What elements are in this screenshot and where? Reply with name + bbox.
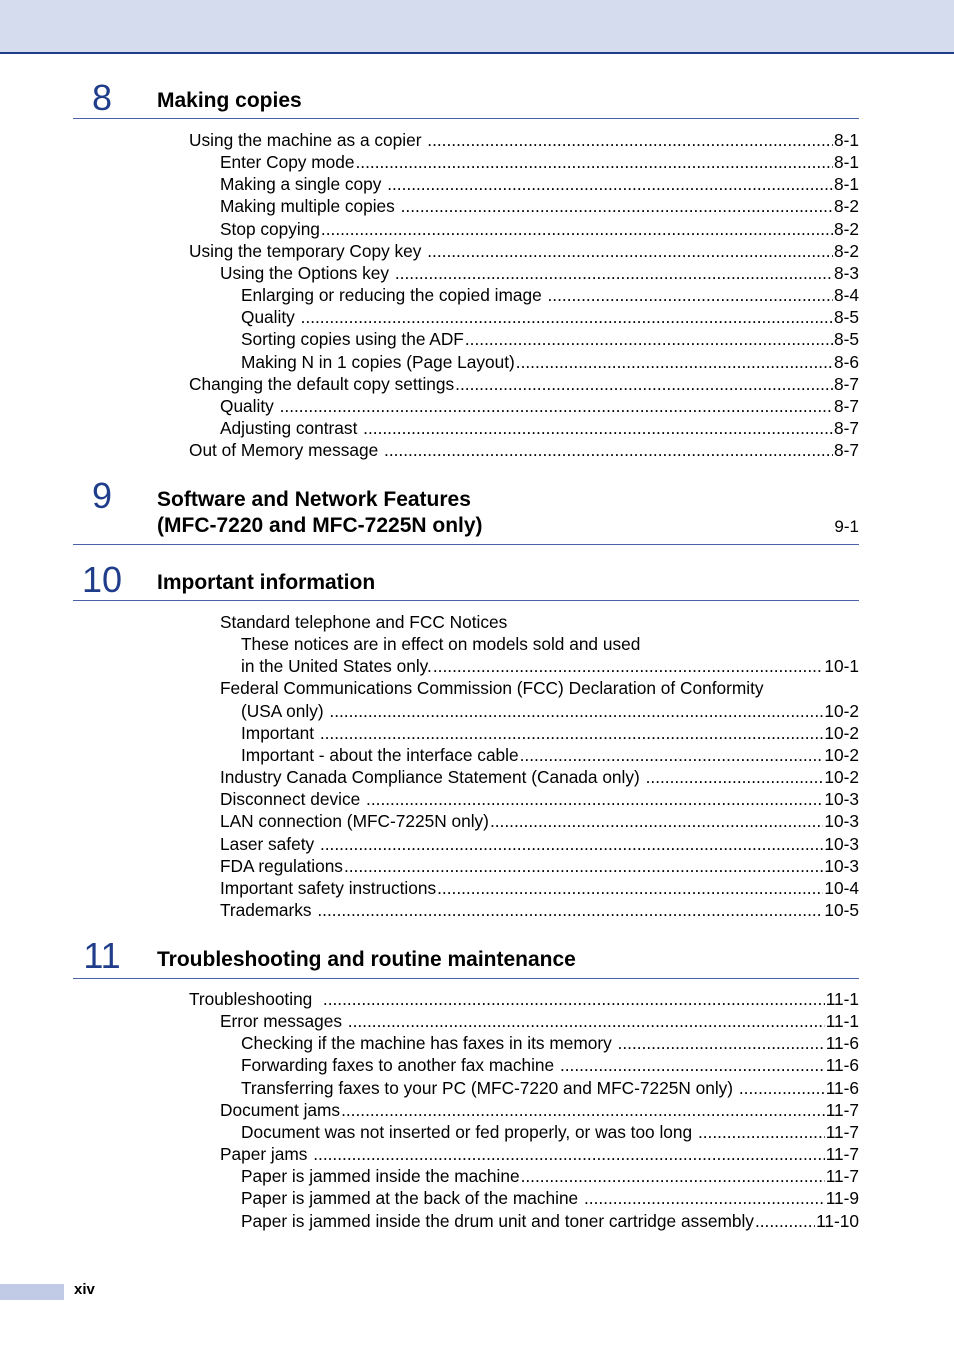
toc-entry-page: 8-7	[834, 418, 859, 438]
page-number: xiv	[74, 1281, 95, 1298]
toc-entry[interactable]	[241, 1165, 859, 1187]
toc-entry-page: 10-2	[824, 701, 859, 721]
dot-leader	[427, 129, 833, 151]
dot-leader	[384, 439, 833, 461]
toc-entry-page: 8-7	[834, 374, 859, 394]
toc-entry[interactable]	[220, 899, 859, 921]
dot-leader	[520, 744, 824, 766]
toc-entry-label: in the United States only.	[241, 656, 432, 676]
toc-entry[interactable]	[220, 788, 859, 810]
toc-entry-page: 8-1	[834, 152, 859, 172]
chapter-divider	[73, 600, 859, 601]
footer-band	[0, 1284, 64, 1300]
dot-leader	[329, 700, 823, 722]
toc-entry-page: 11-9	[825, 1188, 859, 1208]
dot-leader	[437, 877, 823, 899]
dot-leader	[387, 173, 833, 195]
dot-leader	[320, 722, 824, 744]
dot-leader	[465, 328, 833, 350]
toc-entry-page: 11-6	[825, 1033, 859, 1053]
toc-entry[interactable]	[220, 1143, 859, 1165]
toc-entry-label: Troubleshooting	[189, 989, 322, 1009]
toc-entry-page: 10-2	[824, 767, 859, 787]
toc-entry-label: Enlarging or reducing the copied image	[241, 285, 547, 305]
toc-entry[interactable]	[241, 722, 859, 744]
dot-leader	[548, 284, 834, 306]
dot-leader	[301, 306, 833, 328]
toc-entry[interactable]	[241, 306, 859, 328]
chapter-page[interactable]: 9-1	[834, 517, 859, 536]
dot-leader	[313, 1143, 824, 1165]
toc-entry[interactable]	[189, 988, 859, 1010]
dot-leader	[427, 240, 833, 262]
toc-entry-label: Making a single copy	[220, 174, 387, 194]
toc-entry-label: Paper jams	[220, 1144, 313, 1164]
dot-leader	[317, 899, 823, 921]
toc-entry-page: 10-3	[824, 811, 859, 831]
toc-entry[interactable]	[241, 1187, 859, 1209]
toc-entry-label: Industry Canada Compliance Statement (Canada only)	[220, 767, 645, 787]
toc-entry[interactable]	[241, 1054, 859, 1076]
toc-entry-label: Trademarks	[220, 900, 317, 920]
toc-entry-label: Adjusting contrast	[220, 418, 363, 438]
toc-entry[interactable]	[220, 262, 859, 284]
toc-entry-label: Important safety instructions	[220, 878, 437, 898]
dot-leader	[395, 262, 833, 284]
chapter-title[interactable]: Making copies	[157, 89, 302, 112]
toc-entry-page: 11-6	[825, 1055, 859, 1075]
toc-entry-label: Paper is jammed inside the drum unit and toner cartridge assembly	[241, 1211, 754, 1231]
toc-entry-label: Using the machine as a copier	[189, 130, 427, 150]
chapter-divider	[73, 978, 859, 979]
toc-entry-label: FDA regulations	[220, 856, 343, 876]
toc-entry-label: (USA only)	[241, 701, 329, 721]
toc-entry-page: 10-5	[824, 900, 859, 920]
toc-entry-label: Quality	[241, 307, 300, 327]
toc-entry-page: 10-3	[824, 834, 859, 854]
toc-entry[interactable]	[241, 1032, 859, 1054]
toc-entry-page: 11-6	[825, 1078, 859, 1098]
dot-leader	[755, 1210, 815, 1232]
toc-entry-page: 10-2	[824, 723, 859, 743]
toc-entry[interactable]	[220, 877, 859, 899]
toc-entry[interactable]	[189, 240, 859, 262]
toc-entry-label: Paper is jammed inside the machine	[241, 1166, 520, 1186]
toc-entry-label: Sorting copies using the ADF	[241, 329, 464, 349]
dot-leader	[341, 1099, 825, 1121]
dot-leader	[560, 1054, 825, 1076]
toc-entry-label: Document jams	[220, 1100, 341, 1120]
toc-entry-label: Forwarding faxes to another fax machine	[241, 1055, 559, 1075]
toc-entry-page: 11-7	[825, 1100, 859, 1120]
dot-leader	[321, 218, 833, 240]
dot-leader	[320, 833, 823, 855]
toc-entry[interactable]	[220, 833, 859, 855]
toc-entry[interactable]	[220, 195, 859, 217]
toc-entry-label: Checking if the machine has faxes in its memory	[241, 1033, 617, 1053]
toc-entry-page: 8-5	[834, 307, 859, 327]
toc-entry-page: 10-1	[824, 656, 859, 676]
chapter-title[interactable]: Important information	[157, 571, 376, 594]
dot-leader	[521, 1165, 825, 1187]
toc-entry[interactable]	[241, 744, 859, 766]
toc-entry	[241, 633, 859, 655]
toc-entry-label: Document was not inserted or fed properly, or was too long	[241, 1122, 697, 1142]
toc-entry-label: Using the Options key	[220, 263, 394, 283]
toc-entry-label: Error messages	[220, 1011, 347, 1031]
dot-leader	[363, 417, 833, 439]
toc-entry-label: Standard telephone and FCC Notices	[220, 612, 508, 632]
dot-leader	[698, 1121, 825, 1143]
dot-leader	[433, 655, 824, 677]
toc-entry[interactable]	[241, 655, 859, 677]
toc-entry-label: Important - about the interface cable	[241, 745, 519, 765]
toc-entry[interactable]	[220, 151, 859, 173]
toc-entry-page: 11-1	[825, 1011, 859, 1031]
dot-leader	[584, 1187, 825, 1209]
toc-entry-label: Paper is jammed at the back of the machine	[241, 1188, 583, 1208]
toc-entry-page: 8-2	[834, 196, 859, 216]
toc-entry[interactable]	[220, 395, 859, 417]
toc-entry[interactable]	[241, 1121, 859, 1143]
toc-entry-label: Making N in 1 copies (Page Layout)	[241, 352, 515, 372]
dot-leader	[401, 195, 833, 217]
toc-entry-page: 11-10	[816, 1211, 859, 1231]
toc-entry[interactable]	[220, 1010, 859, 1032]
toc-entry[interactable]	[241, 1077, 859, 1099]
toc-entry-page: 11-7	[825, 1144, 859, 1164]
dot-leader	[323, 988, 825, 1010]
toc-entry[interactable]	[241, 351, 859, 373]
toc-entry	[220, 611, 859, 633]
toc-entry-label: Disconnect device	[220, 789, 366, 809]
toc-entry	[220, 677, 859, 699]
toc-entry-label: Stop copying	[220, 219, 320, 239]
dot-leader	[739, 1077, 825, 1099]
toc-entry-page: 11-1	[825, 989, 859, 1009]
toc-entry-page: 8-2	[834, 219, 859, 239]
dot-leader	[348, 1010, 825, 1032]
toc-entry[interactable]	[241, 700, 859, 722]
toc-entry[interactable]	[241, 328, 859, 350]
toc-entry-label: Using the temporary Copy key	[189, 241, 427, 261]
toc-entry[interactable]	[189, 439, 859, 461]
toc-entry-page: 10-4	[824, 878, 859, 898]
toc-entry[interactable]	[220, 417, 859, 439]
toc-entry[interactable]	[220, 1099, 859, 1121]
toc-entry[interactable]	[241, 284, 859, 306]
header-band	[0, 0, 954, 54]
dot-leader	[366, 788, 823, 810]
toc-entry-page: 8-2	[834, 241, 859, 261]
toc-entry-page: 8-6	[834, 352, 859, 372]
chapter-number: 11	[83, 935, 121, 976]
dot-leader	[646, 766, 824, 788]
toc-entry-page: 8-1	[834, 130, 859, 150]
toc-entry[interactable]	[241, 1210, 859, 1232]
toc-entry-label: Out of Memory message	[189, 440, 384, 460]
dot-leader	[355, 151, 833, 173]
toc-entry-page: 8-5	[834, 329, 859, 349]
toc-entry-page: 11-7	[825, 1166, 859, 1186]
toc-entry[interactable]	[220, 810, 859, 832]
toc-entry-label: Transferring faxes to your PC (MFC-7220 and MFC-7225N only)	[241, 1078, 738, 1098]
toc-entry-label: Federal Communications Commission (FCC) Declaration of Conformity	[220, 678, 764, 698]
chapter-number: 9	[91, 475, 113, 516]
chapter-title[interactable]: Software and Network Features	[157, 488, 471, 511]
dot-leader	[280, 395, 833, 417]
toc-entry-label: Enter Copy mode	[220, 152, 355, 172]
toc-entry-page: 8-4	[834, 285, 859, 305]
chapter-divider	[73, 544, 859, 545]
toc-entry-page: 8-7	[834, 440, 859, 460]
toc-entry[interactable]	[189, 373, 859, 395]
toc-entry-page: 8-1	[834, 174, 859, 194]
toc-entry-label: These notices are in effect on models sold and used	[241, 634, 641, 654]
toc-entry[interactable]	[220, 218, 859, 240]
dot-leader	[516, 351, 833, 373]
chapter-divider	[73, 118, 859, 119]
toc-entry-page: 10-3	[824, 789, 859, 809]
toc-entry-label: Laser safety	[220, 834, 319, 854]
toc-entry-label: LAN connection (MFC-7225N only)	[220, 811, 489, 831]
toc-entry[interactable]	[220, 173, 859, 195]
chapter-title[interactable]: Troubleshooting and routine maintenance	[157, 948, 576, 971]
toc-entry-page: 8-7	[834, 396, 859, 416]
toc-entry-page: 8-3	[834, 263, 859, 283]
dot-leader	[455, 373, 833, 395]
toc-entry[interactable]	[220, 855, 859, 877]
dot-leader	[344, 855, 823, 877]
chapter-number: 8	[91, 77, 113, 118]
toc-entry-label: Important	[241, 723, 319, 743]
toc-entry[interactable]	[189, 129, 859, 151]
toc-entry-label: Quality	[220, 396, 279, 416]
dot-leader	[490, 810, 823, 832]
dot-leader	[618, 1032, 825, 1054]
toc-entry-label: Making multiple copies	[220, 196, 400, 216]
toc-entry-page: 10-2	[824, 745, 859, 765]
toc-entry-label: Changing the default copy settings	[189, 374, 455, 394]
toc-entry[interactable]	[220, 766, 859, 788]
chapter-number: 10	[81, 559, 123, 600]
toc-entry-page: 11-7	[825, 1122, 859, 1142]
chapter-title-line2[interactable]: (MFC-7220 and MFC-7225N only)	[157, 514, 483, 537]
toc-entry-page: 10-3	[824, 856, 859, 876]
